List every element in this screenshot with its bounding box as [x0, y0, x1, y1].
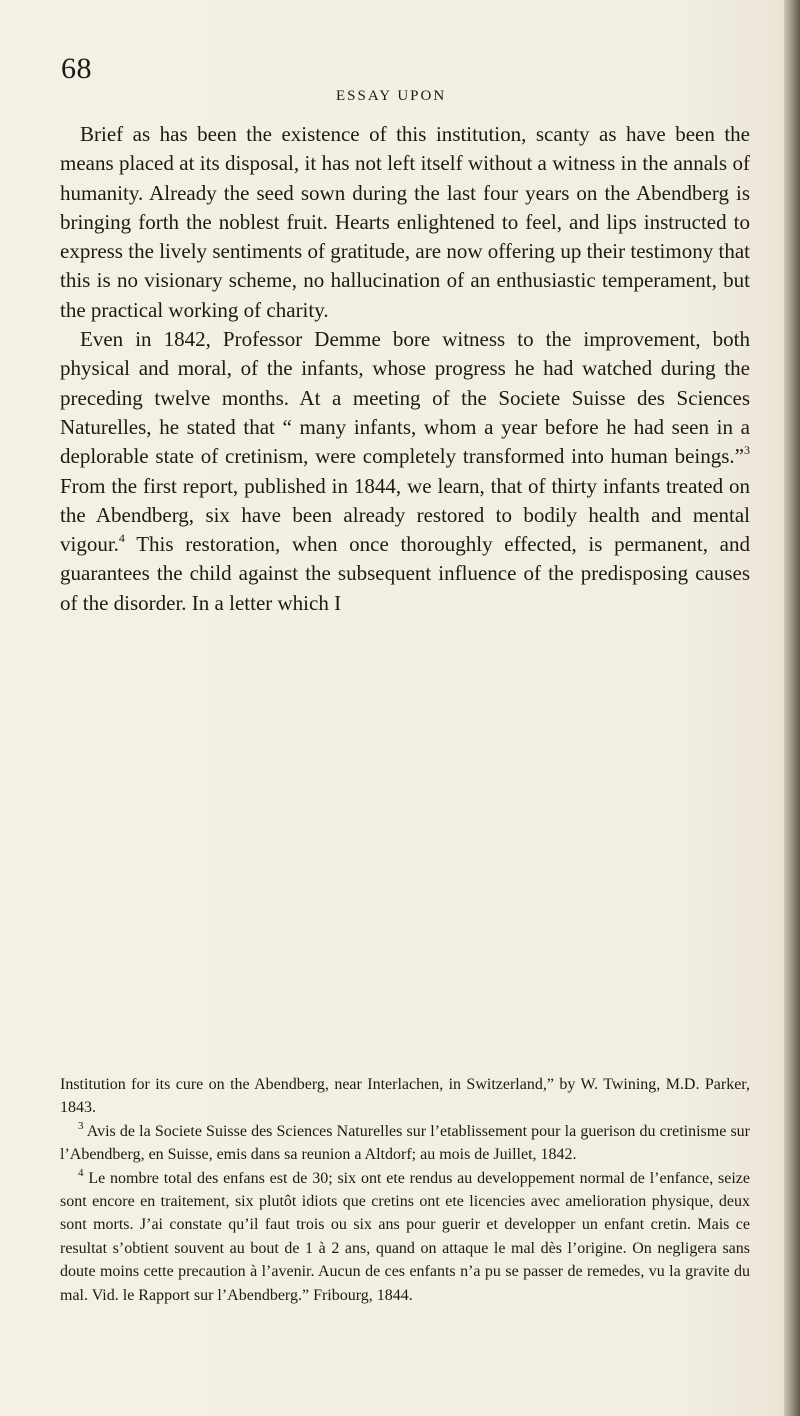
paragraph-2-part-c: This restoration, when once thoroughly effected, is permanent, and guarantees the child against the subsequent influence of the predisposing causes of the disorder. In a letter which I [60, 532, 750, 615]
paragraph-2-part-a: Even in 1842, Professor Demme bore witness to the improvement, both physical and moral, of the infants, whose progress he had watched during the preceding twelve months. At a meeting of the Societe Suisse des Sciences Naturelles, he stated that “ many infants, whom a year before he had seen in a deplorable state of cretinism, were completely transformed into human beings.” [60, 327, 750, 469]
main-text [60, 120, 750, 618]
footnote-ref-3: 3 [744, 443, 750, 458]
footnote-ref-4: 4 [118, 531, 125, 546]
footnote-4-text: Le nombre total des enfans est de 30; six ont ete rendus au developpement normal de l’enfance, seize sont encore en traitement, six plutôt idiots que cretins ont ete licencies avec amelioration physique, deux sont morts. J’ai constate qu’il faut trois ou six ans pour guerir et developper un enfant cretin. Mais ce resultat s’obtient souvent au bout de 1 à 2 ans, quand on attaque le mal dès l’origine. On negligera sans doute moins cette precaution à l’avenir. Aucun de ces enfants n’a pu se passer de remedes, vu la gravite du mal. Vid. le Rapport sur l’Abendberg.” Fribourg, 1844. [60, 1169, 750, 1304]
footnote-marker-3: 3 [78, 1119, 84, 1132]
footnote-continued: Institution for its cure on the Abendberg, near Interlachen, in Switzerland,” by W. Twining, M.D. Parker, 1843. [60, 1076, 750, 1117]
paragraph-2-part-b: From the first report, published in 1844, we learn, that of thirty infants treated on the Abendberg, six have been already restored to bodily health and mental vigour. [60, 473, 750, 557]
footnote-4 [60, 1167, 750, 1307]
running-head: ESSAY UPON [336, 88, 447, 104]
page-number: 68 [61, 52, 92, 85]
paragraph-1: Brief as has been the existence of this institution, scanty as have been the means placed at its disposal, it has not left itself without a witness in the annals of humanity. Already the seed sown during the last four years on the Abendberg is bringing forth the noblest fruit. Hearts enlightened to feel, and lips instructed to express the lively sentiments of gratitude, are now offering up their testimony that this is no visionary scheme, no hallucination of an enthusiastic temperament, but the practical working of charity. [60, 122, 750, 322]
page-edge [784, 0, 800, 1416]
paragraph-2 [60, 325, 750, 618]
footnotes [60, 1073, 750, 1307]
footnote-3 [60, 1120, 750, 1167]
footnote-marker-4: 4 [78, 1166, 84, 1179]
footnote-3-text: Avis de la Societe Suisse des Sciences Naturelles sur l’etablissement pour la guerison du cretinisme sur l’Abendberg, en Suisse, emis dans sa reunion a Altdorf; au mois de Juillet, 1842. [60, 1122, 750, 1164]
